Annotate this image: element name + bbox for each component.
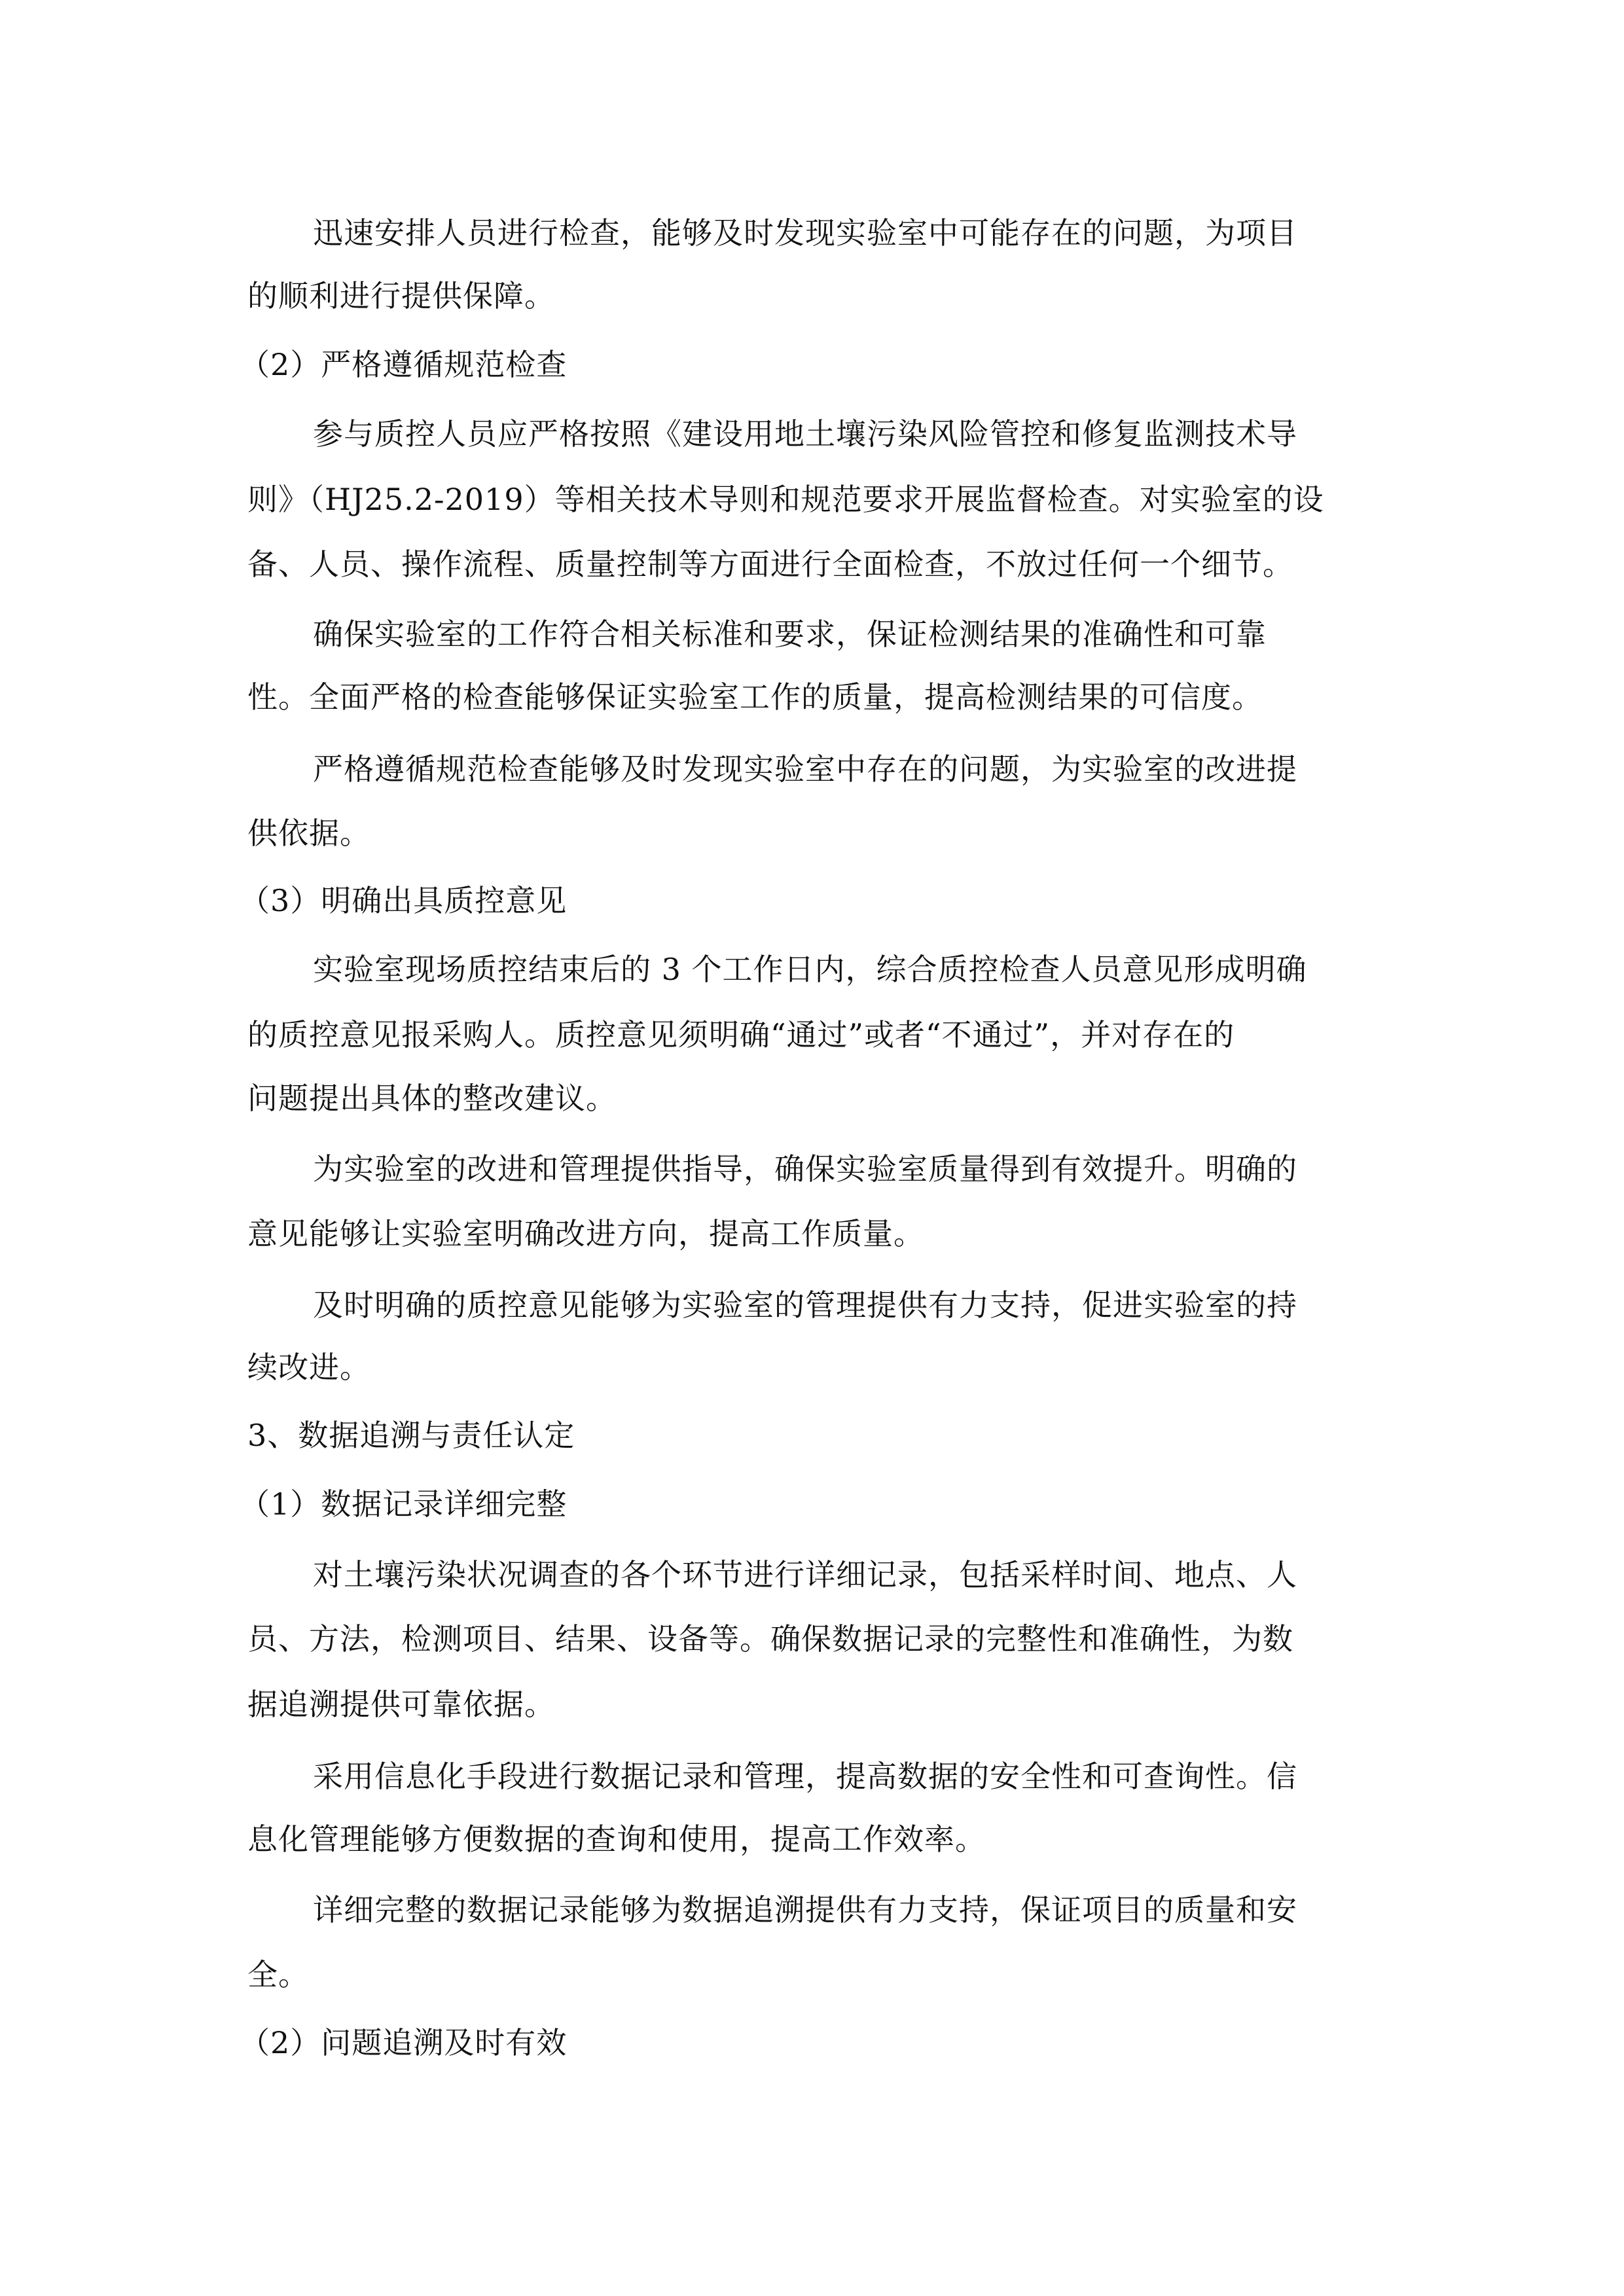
text-line: 严格遵循规范检查能够及时发现实验室中存在的问题，为实验室的改进提 <box>313 751 1297 787</box>
text-line: 的质控意见报采购人。质控意见须明确“通过”或者“不通过”，并对存在的 <box>247 1017 1235 1052</box>
text-line: 意见能够让实验室明确改进方向，提高工作质量。 <box>247 1216 924 1251</box>
text-line: 对土壤污染状况调查的各个环节进行详细记录，包括采样时间、地点、人 <box>313 1557 1297 1592</box>
section-heading: 3、数据追溯与责任认定 <box>247 1418 575 1453</box>
text-line: 据追溯提供可靠依据。 <box>247 1687 555 1722</box>
text-line: 的顺利进行提供保障。 <box>247 278 555 314</box>
text-line: 性。全面严格的检查能够保证实验室工作的质量，提高检测结果的可信度。 <box>247 679 1263 715</box>
text-line: 为实验室的改进和管理提供指导，确保实验室质量得到有效提升。明确的 <box>313 1151 1297 1187</box>
text-line: 采用信息化手段进行数据记录和管理，提高数据的安全性和可查询性。信 <box>313 1759 1297 1794</box>
text-line: 续改进。 <box>247 1350 370 1385</box>
text-line: 供依据。 <box>247 816 370 851</box>
text-line: 全。 <box>247 1957 309 1992</box>
text-line: 实验室现场质控结束后的 3 个工作日内，综合质控检查人员意见形成明确 <box>313 952 1307 987</box>
text-line: 及时明确的质控意见能够为实验室的管理提供有力支持，促进实验室的持 <box>313 1287 1297 1323</box>
text-line: 员、方法，检测项目、结果、设备等。确保数据记录的完整性和准确性，为数 <box>247 1621 1293 1657</box>
text-line: 详细完整的数据记录能够为数据追溯提供有力支持，保证项目的质量和安 <box>313 1892 1297 1928</box>
subheading: （1）数据记录详细完整 <box>240 1486 568 1522</box>
subheading: （3）明确出具质控意见 <box>240 883 568 918</box>
text-line: 息化管理能够方便数据的查询和使用，提高工作效率。 <box>247 1821 986 1857</box>
text-line: 迅速安排人员进行检查，能够及时发现实验室中可能存在的问题，为项目 <box>313 215 1297 251</box>
text-line: 备、人员、操作流程、质量控制等方面进行全面检查，不放过任何一个细节。 <box>247 547 1293 582</box>
subheading: （2）问题追溯及时有效 <box>240 2025 568 2060</box>
subheading: （2）严格遵循规范检查 <box>240 347 568 382</box>
text-line: 则》（HJ25.2-2019）等相关技术导则和规范要求开展监督检查。对实验室的设 <box>247 482 1324 517</box>
text-line: 确保实验室的工作符合相关标准和要求，保证检测结果的准确性和可靠 <box>313 617 1267 652</box>
text-line: 问题提出具体的整改建议。 <box>247 1081 617 1116</box>
text-line: 参与质控人员应严格按照《建设用地土壤污染风险管控和修复监测技术导 <box>313 416 1297 452</box>
